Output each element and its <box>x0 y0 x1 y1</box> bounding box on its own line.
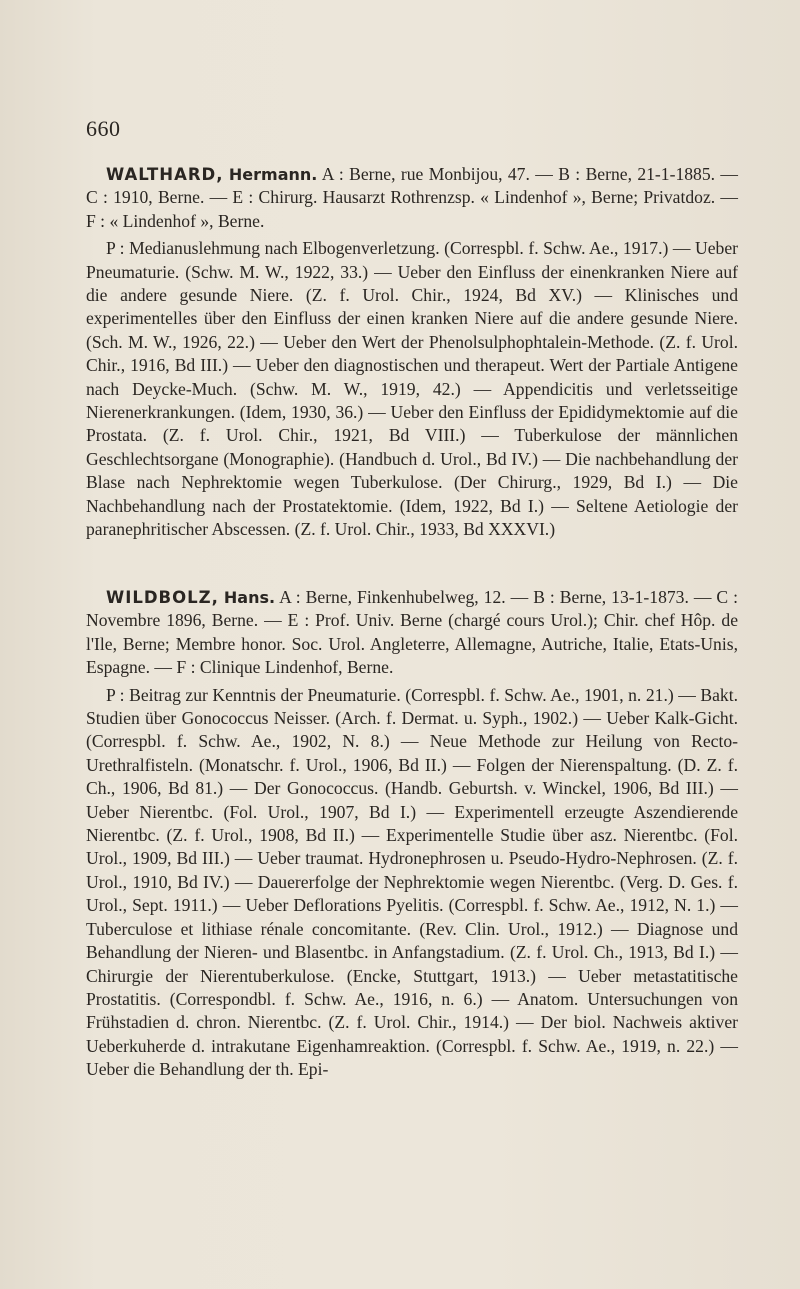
entry-bio-text: A : Berne, rue Monbijou, 47. — B : Berne, 21-1-1885. — C : 1910, Berne. — E : Chirurg. Hausarzt Rothrenzsp. « Lindenhof », Berne; Privatdoz. — F : « Lindenhof », Berne. <box>86 164 738 231</box>
entry-given-name: Hermann. <box>228 165 318 184</box>
entry-wildbolz <box>86 586 738 1082</box>
entry-publications: P : Beitrag zur Kenntnis der Pneumaturie. (Correspbl. f. Schw. Ae., 1901, n. 21.) — Bakt. Studien über Gonococcus Neisser. (Arch. f. Dermat. u. Syph., 1902.) — Ueber Kalk-Gicht. (Correspbl. f. Schw. Ae., 1902, N. 8.) — Neue Methode zur Heilung von Recto-Urethralfisteln. (Monatschr. f. Urol., 1906, Bd II.) — Folgen der Nierenspaltung. (D. Z. f. Ch., 1906, Bd 81.) — Der Gonococcus. (Handb. Geburtsh. v. Winckel, 1906, Bd III.) — Ueber Nierentbc. (Fol. Urol., 1907, Bd I.) — Experimentell erzeugte Aszendierende Nierentbc. (Z. f. Urol., 1908, Bd II.) — Experimentelle Studie über asz. Nierentbc. (Fol. Urol., 1909, Bd III.) — Ueber traumat. Hydronephrosen u. Pseudo-Hydro-Nephrosen. (Z. f. Urol., 1910, Bd IV.) — Dauererfolge der Nephrektomie wegen Nierentbc. (Verg. D. Ges. f. Urol., Sept. 1911.) — Ueber Deflorations Pyelitis. (Correspbl. f. Schw. Ae., 1912, N. 1.) — Tuberculose et lithiase rénale concomitante. (Rev. Clin. Urol., 1912.) — Diagnose und Behandlung der Nieren- und Blasentbc. in Anfangstadium. (Z. f. Urol. Ch., 1913, Bd I.) — Chirurgie der Nierentuberkulose. (Encke, Stuttgart, 1913.) — Ueber metastatitische Prostatitis. (Correspondbl. f. Schw. Ae., 1916, n. 6.) — Anatom. Untersuchungen von Frühstadien d. chron. Nierentbc. (Z. f. Urol. Chir., 1914.) — Der biol. Nachweis aktiver Ueberkuherde d. intrakutane Eigenhamreaktion. (Correspbl. f. Schw. Ae., 1919, n. 22.) — Ueber die Behandlung der th. Epi- <box>86 684 738 1080</box>
page-number: 660 <box>86 116 121 141</box>
entry-walthard <box>86 163 738 542</box>
entry-publications: P : Medianuslehmung nach Elbogenverletzung. (Correspbl. f. Schw. Ae., 1917.) — Ueber Pneumaturie. (Schw. M. W., 1922, 33.) — Ueber den Einfluss der einenkranken Niere auf die andere gesunde Niere. (Z. f. Urol. Chir., 1924, Bd XV.) — Klinisches und experimentelles über den Einfluss der einen kranken Niere auf die andere gesunde Niere. (Sch. M. W., 1926, 22.) — Ueber den Wert der Phenolsulphophtalein-Methode. (Z. f. Urol. Chir., 1916, Bd III.) — Ueber den diagnostischen und therapeut. Wert der Partiale Antigene nach Deycke-Much. (Schw. M. W., 1919, 42.) — Appendicitis und verletsseitige Nierenerkrankungen. (Idem, 1930, 36.) — Ueber den Einfluss der Epididymektomie auf die Prostata. (Z. f. Urol. Chir., 1921, Bd VIII.) — Tuberkulose der männlichen Geschlechtsorgane (Monographie). (Handbuch d. Urol., Bd IV.) — Die nachbehandlung der Blase nach Nephrektomie wegen Tuberkulose. (Der Chirurg., 1929, Bd I.) — Die Nachbehandlung nach der Prostatektomie. (Idem, 1922, Bd I.) — Seltene Aetiologie der paranephritischer Abscessen. (Z. f. Urol. Chir., 1933, Bd XXXVI.) <box>86 238 738 540</box>
entry-bio-text: A : Berne, Finkenhubelweg, 12. — B : Berne, 13-1-1873. — C : Novembre 1896, Berne. — E : Prof. Univ. Berne (chargé cours Urol.); Chir. chef Hôp. de l'Ile, Berne; Membre honor. Soc. Urol. Angleterre, Allemagne, Autriche, Italie, Etats-Unis, Espagne. — F : Clinique Lindenhof, Berne. <box>86 587 738 678</box>
entry-surname: WILDBOLZ, <box>106 588 219 607</box>
entry-surname: WALTHARD, <box>106 165 224 184</box>
entry-bio <box>86 586 738 680</box>
entry-given-name: Hans. <box>223 588 276 607</box>
entry-bio <box>86 163 738 233</box>
